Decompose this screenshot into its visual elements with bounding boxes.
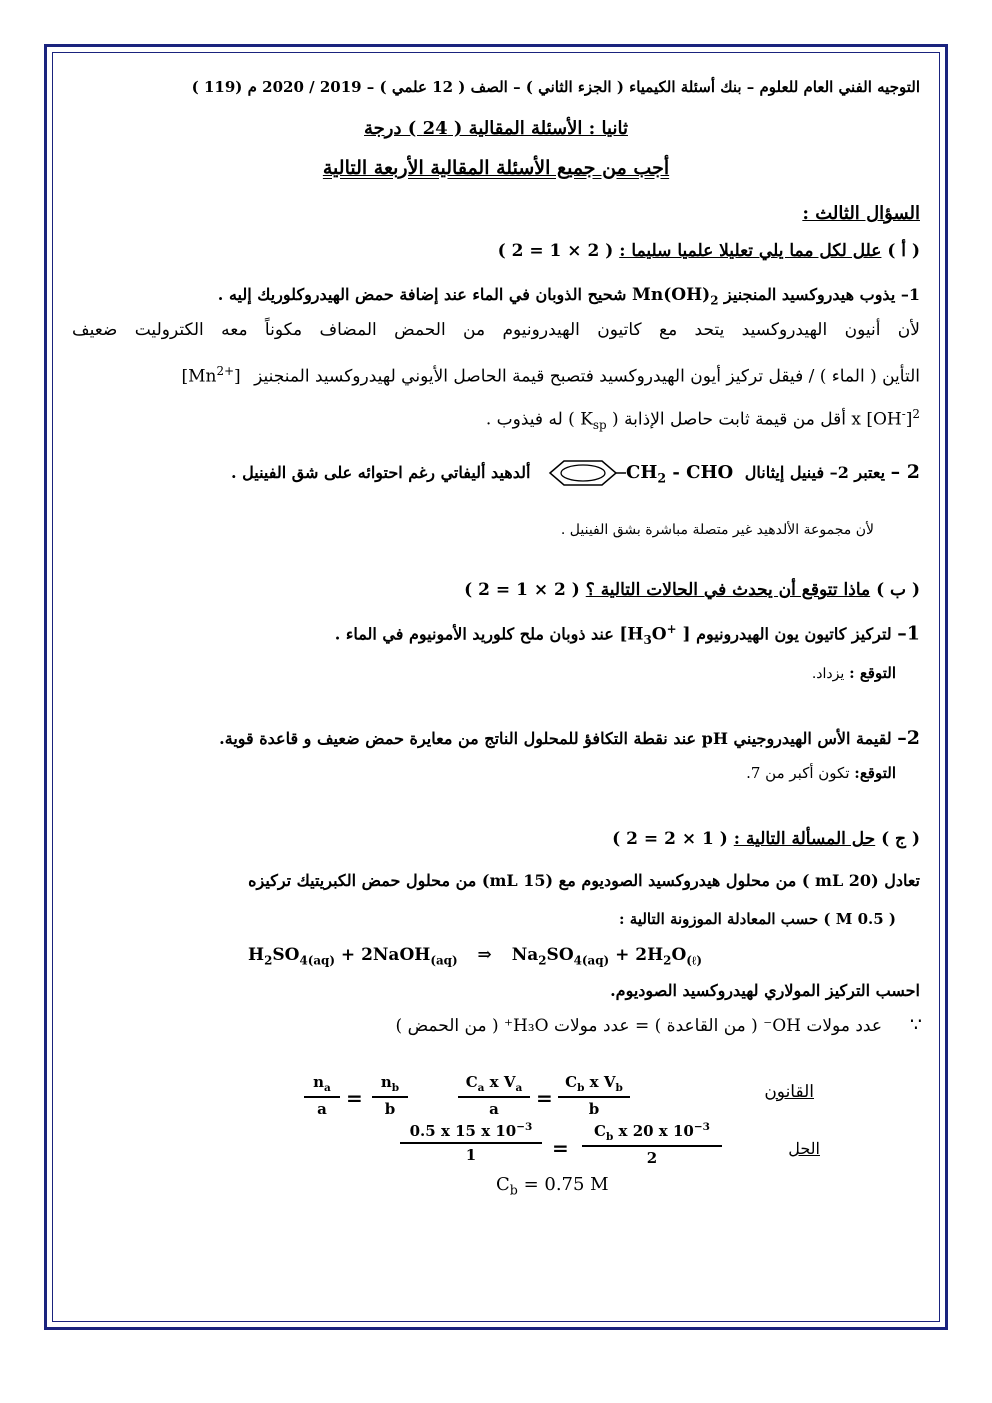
law-fraction-na-a (304, 1073, 340, 1118)
eq-sub: (ℓ) (686, 953, 702, 968)
eq-part: Na (511, 945, 539, 965)
part-b-score: ( 2 × 1 = 2 ) (464, 580, 580, 600)
frac-num: x 20 x 10 (613, 1122, 694, 1140)
law-fraction-nb-b (372, 1073, 408, 1118)
frac-sub: b (577, 1082, 585, 1094)
formula-end: ] (676, 624, 691, 645)
problem-line-1: تعادل (20 mL ) من محلول هيدروكسيد الصوديوم مع (15 mL) من محلول حمض الكبريتيك تركيزه (248, 871, 920, 890)
frac-num: n (380, 1073, 392, 1091)
solution-left-fraction (400, 1121, 542, 1164)
section-title: ثانيا : الأسئلة المقالية ( 24 ) درجة (364, 118, 628, 139)
formula: [H (619, 624, 644, 645)
eq-part: SO (546, 945, 574, 965)
question-number: 2 – (890, 461, 920, 483)
problem-line-2: ( 0.5 M ) حسب المعادلة الموزونة التالية : (619, 910, 896, 928)
result-part: = 0.75 M (517, 1174, 609, 1195)
solution-right-fraction (582, 1121, 722, 1167)
formula-sub: 2 (657, 470, 667, 486)
benzene-ring-icon (542, 458, 626, 488)
formula-sup: - (901, 407, 906, 421)
question-text-end: عند ذوبان ملح كلوريد الأمونيوم في الماء . (334, 624, 614, 644)
part-c-score: ( 1 × 2 = 2 ) (612, 829, 728, 849)
page-header: التوجيه الفني العام للعلوم – بنك أسئلة الكيمياء ( الجزء الثاني ) – الصف ( 12 علمي ) – 2019 / 2020 م (119 ) (191, 78, 920, 96)
question-title: السؤال الثالث : (802, 203, 920, 224)
frac-exp: −3 (693, 1121, 710, 1133)
part-b-heading (464, 580, 920, 600)
part-b-question-1 (335, 622, 920, 647)
final-result (496, 1174, 609, 1198)
frac-num: C (465, 1073, 478, 1091)
expect-label: التوقع : (849, 664, 896, 682)
question-number: 2– (897, 727, 920, 749)
equals-sign: = (346, 1086, 363, 1110)
equals-sign: = (536, 1086, 553, 1110)
part-c-title: حل المسألة التالية : (733, 829, 876, 849)
question-text-end: ألدهيد أليفاتي رغم احتوائه على شق الفينيل . (230, 463, 531, 482)
part-b-question-2 (219, 727, 920, 749)
frac-sub: a (477, 1082, 485, 1094)
question-text: يعتبر 2– فينيل إيثانال (744, 463, 886, 482)
law-label: القانون (764, 1082, 814, 1102)
eq-part: + 2NaOH (334, 945, 431, 965)
because-icon: ∵ (909, 1014, 922, 1036)
law-fraction-ca-va (458, 1073, 530, 1118)
frac-sub: a (515, 1082, 523, 1094)
formula: x [OH (851, 409, 902, 430)
formula: [Mn (181, 366, 217, 387)
expect-value: تكون أكبر من 7. (746, 764, 850, 782)
part-a-question-1 (218, 285, 920, 307)
frac-den: b (588, 1100, 600, 1118)
part-a-title: علل لكل مما يلي تعليلا علميا سليما : (619, 241, 882, 261)
frac-den: a (317, 1100, 327, 1118)
frac-sub: b (615, 1082, 623, 1094)
frac-num: n (313, 1073, 325, 1091)
eq-sub: 2 (538, 953, 547, 968)
frac-num: 0.5 x 15 x 10 (409, 1122, 517, 1140)
eq-part: H (248, 945, 265, 965)
result-sub: b (509, 1182, 518, 1198)
formula-close: ] (234, 366, 241, 387)
mole-relation (396, 1016, 882, 1036)
eq-sub: (aq) (430, 953, 458, 968)
frac-den: a (489, 1100, 499, 1118)
formula-sub: 3 (643, 633, 652, 648)
formula-exp: 2 (912, 407, 920, 421)
part-a-answer-1-line-3 (486, 407, 920, 432)
frac-num: C (565, 1073, 578, 1091)
part-b-answer-2 (746, 764, 896, 782)
ksp-sub: sp (592, 418, 607, 433)
part-a-answer-1-line-2 (182, 364, 920, 387)
frac-num: C (594, 1122, 606, 1140)
question-number: 1– (900, 285, 920, 304)
result-part: C (496, 1174, 510, 1195)
formula-close: ] (905, 409, 913, 430)
eq-sub: 2 (264, 953, 273, 968)
frac-sub: a (324, 1082, 331, 1094)
frac-sub: b (391, 1082, 400, 1094)
question-text: يذوب هيدروكسيد المنجنيز (724, 285, 896, 304)
solution-label: الحل (788, 1139, 820, 1158)
arrow-icon: ⇒ (477, 945, 492, 965)
part-a-question-2 (231, 458, 920, 488)
question-text: لقيمة الأس الهيدروجيني pH عند نقطة التكافؤ للمحلول الناتج من معايرة حمض ضعيف و قاعدة قوية. (219, 729, 892, 748)
eq-part: O (671, 945, 687, 965)
equals-sign: = (552, 1136, 569, 1160)
formula: CH (626, 462, 658, 483)
question-text: لتركيز كاتيون يون الهيدرونيوم (696, 624, 892, 644)
part-c-label: ( ج ) (881, 829, 920, 849)
eq-sub: 2 (663, 953, 672, 968)
part-a-heading (498, 241, 920, 261)
formula-rest: - CHO (666, 462, 734, 483)
problem-ask: احسب التركيز المولاري لهيدروكسيد الصوديوم. (610, 981, 920, 1000)
part-b-answer-1 (812, 664, 896, 682)
instruction: أجب من جميع الأسئلة المقالية الأربعة التالية (322, 157, 670, 179)
frac-den: b (384, 1100, 396, 1118)
eq-part: + 2H (609, 945, 664, 965)
formula-sub: 2 (710, 293, 719, 308)
formula-sup: 2+ (216, 364, 235, 378)
frac-den: 1 (465, 1146, 477, 1164)
relation-text: عدد مولات OH⁻ ( من القاعدة ) = عدد مولات H₃O⁺ ( من الحمض ) (395, 1016, 882, 1036)
expect-label: التوقع: (854, 764, 896, 782)
part-a-score: ( 2 × 1 = 2 ) (497, 241, 614, 261)
formula-sup: + (666, 622, 677, 636)
question-text-end: شحيح الذوبان في الماء عند إضافة حمض الهيدروكلوريك إليه . (217, 285, 627, 304)
question-number: 1– (897, 622, 920, 645)
frac-exp: −3 (516, 1121, 533, 1133)
eq-sub: 4(aq) (573, 953, 610, 968)
part-a-label: ( أ ) (887, 241, 920, 261)
answer-text: أقل من قيمة ثابت حاصل الإذابة ( K (580, 409, 846, 430)
part-a-answer-2: لأن مجموعة الألدهيد غير متصلة مباشرة بشق الفينيل . (560, 522, 874, 538)
expect-value: يزداد. (811, 666, 845, 682)
answer-text: التأين ( الماء ) / فيقل تركيز أيون الهيدروكسيد فتصبح قيمة الحاصل الأيوني لهيدروكسيد المنجنيز (254, 366, 920, 387)
part-c-heading (612, 829, 920, 849)
frac-den: 2 (646, 1149, 658, 1167)
formula-mid: O (651, 624, 667, 645)
eq-sub: 4(aq) (299, 953, 335, 968)
law-fraction-cb-vb (558, 1073, 630, 1118)
frac-num: x V (584, 1073, 616, 1091)
balanced-equation (248, 945, 702, 968)
part-a-answer-1-line-1: لأن أنيون الهيدروكسيد يتحد مع كاتيون الهيدرونيوم من الحمض المضاف مكوناً معه الكتروليت ضعيف (72, 320, 920, 340)
frac-num: x V (484, 1073, 516, 1091)
eq-part: SO (272, 945, 300, 965)
part-b-title: ماذا تتوقع أن يحدث في الحالات التالية ؟ (585, 580, 871, 600)
part-b-label: ( ب ) (876, 580, 920, 600)
formula: Mn(OH) (632, 285, 711, 305)
frac-sub: b (605, 1131, 614, 1143)
answer-text-end: ) له فيذوب . (485, 409, 575, 430)
